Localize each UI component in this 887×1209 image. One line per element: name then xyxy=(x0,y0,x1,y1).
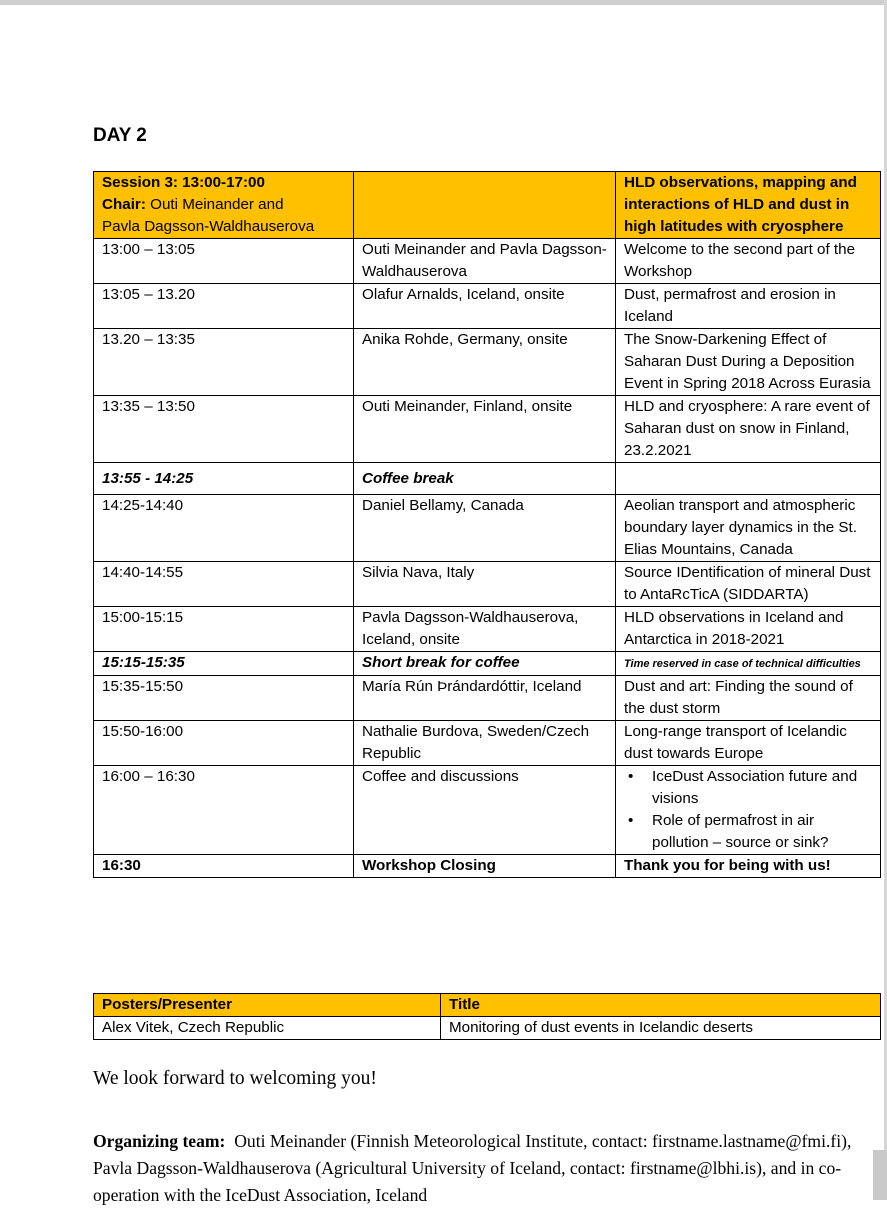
row-time: 13.20 – 13:35 xyxy=(94,329,354,396)
schedule-row xyxy=(94,766,881,855)
row-title: Dust, permafrost and erosion in Iceland xyxy=(616,284,881,329)
chair-label: Chair: xyxy=(102,196,146,213)
session-schedule-table xyxy=(93,171,881,878)
row-time: 14:40-14:55 xyxy=(94,562,354,607)
row-speaker: Anika Rohde, Germany, onsite xyxy=(354,329,616,396)
schedule-row xyxy=(94,562,881,607)
schedule-row xyxy=(94,284,881,329)
session-chair xyxy=(102,194,347,216)
list-item: • IceDust Association future and visions xyxy=(652,766,874,810)
row-speaker: María Rún Þrándardóttir, Iceland xyxy=(354,676,616,721)
session-info-cell xyxy=(94,172,354,239)
row-bullets xyxy=(616,766,881,855)
technical-note: Time reserved in case of technical difficulties xyxy=(624,658,861,670)
session-header-row xyxy=(94,172,881,239)
posters-table xyxy=(93,993,881,1040)
row-speaker: Coffee break xyxy=(354,463,616,495)
row-title: Thank you for being with us! xyxy=(616,855,881,878)
schedule-row xyxy=(94,495,881,562)
row-speaker: Pavla Dagsson-Waldhauserova, Iceland, onsite xyxy=(354,607,616,652)
row-speaker: Nathalie Burdova, Sweden/Czech Republic xyxy=(354,721,616,766)
row-speaker: Coffee and discussions xyxy=(354,766,616,855)
row-time: 15:15-15:35 xyxy=(94,652,354,676)
row-title: The Snow-Darkening Effect of Saharan Dust During a Deposition Event in Spring 2018 Across Eurasia xyxy=(616,329,881,396)
chair-names-line1: Outi Meinander and xyxy=(150,196,284,213)
row-time: 14:25-14:40 xyxy=(94,495,354,562)
poster-presenter: Alex Vitek, Czech Republic xyxy=(94,1017,441,1040)
row-time: 13:00 – 13:05 xyxy=(94,239,354,284)
list-item: • Role of permafrost in air pollution – source or sink? xyxy=(652,810,874,854)
session-header-empty xyxy=(354,172,616,239)
top-edge-bar xyxy=(0,0,887,5)
row-title: Long-range transport of Icelandic dust towards Europe xyxy=(616,721,881,766)
poster-title: Monitoring of dust events in Icelandic deserts xyxy=(441,1017,881,1040)
welcome-text: We look forward to welcoming you! xyxy=(93,1068,377,1089)
posters-header-row xyxy=(94,994,881,1017)
row-speaker: Outi Meinander, Finland, onsite xyxy=(354,396,616,463)
schedule-row-closing xyxy=(94,855,881,878)
posters-title-header: Title xyxy=(441,994,881,1017)
schedule-row xyxy=(94,396,881,463)
row-speaker: Workshop Closing xyxy=(354,855,616,878)
posters-presenter-header: Posters/Presenter xyxy=(94,994,441,1017)
day-title: DAY 2 xyxy=(93,125,147,146)
organizing-team xyxy=(93,1128,883,1209)
schedule-row xyxy=(94,607,881,652)
session-theme: HLD observations, mapping and interactions of HLD and dust in high latitudes with cryosphere xyxy=(616,172,881,239)
row-time: 13:05 – 13.20 xyxy=(94,284,354,329)
organizing-label: Organizing team: xyxy=(93,1131,226,1151)
row-time: 13:55 - 14:25 xyxy=(94,463,354,495)
schedule-row xyxy=(94,239,881,284)
row-title: HLD observations in Iceland and Antarctica in 2018-2021 xyxy=(616,607,881,652)
row-speaker: Short break for coffee xyxy=(354,652,616,676)
schedule-row xyxy=(94,329,881,396)
row-title xyxy=(616,463,881,495)
row-time: 15:00-15:15 xyxy=(94,607,354,652)
row-speaker: Olafur Arnalds, Iceland, onsite xyxy=(354,284,616,329)
row-time: 16:30 xyxy=(94,855,354,878)
table-row xyxy=(94,1017,881,1040)
row-speaker: Silvia Nava, Italy xyxy=(354,562,616,607)
row-title xyxy=(616,652,881,676)
row-title: Welcome to the second part of the Workshop xyxy=(616,239,881,284)
session-title: Session 3: 13:00-17:00 xyxy=(102,174,265,191)
row-title: Aeolian transport and atmospheric boundary layer dynamics in the St. Elias Mountains, Canada xyxy=(616,495,881,562)
row-title: Dust and art: Finding the sound of the dust storm xyxy=(616,676,881,721)
schedule-row xyxy=(94,676,881,721)
row-time: 15:35-15:50 xyxy=(94,676,354,721)
row-title: HLD and cryosphere: A rare event of Saharan dust on snow in Finland, 23.2.2021 xyxy=(616,396,881,463)
row-time: 15:50-16:00 xyxy=(94,721,354,766)
row-title: Source IDentification of mineral Dust to AntaRcTicA (SIDDARTA) xyxy=(616,562,881,607)
discussion-topics-list xyxy=(624,766,874,854)
row-speaker: Daniel Bellamy, Canada xyxy=(354,495,616,562)
row-speaker: Outi Meinander and Pavla Dagsson-Waldhauserova xyxy=(354,239,616,284)
row-time: 13:35 – 13:50 xyxy=(94,396,354,463)
schedule-row-break xyxy=(94,463,881,495)
chair-names-line2: Pavla Dagsson-Waldhauserova xyxy=(102,218,315,235)
row-time: 16:00 – 16:30 xyxy=(94,766,354,855)
schedule-row xyxy=(94,721,881,766)
schedule-row-break xyxy=(94,652,881,676)
organizing-text: Outi Meinander (Finnish Meteorological Institute, contact: firstname.lastname@fmi.fi), Pavla Dagsson-Waldhauserova (Agricultural University of Iceland, contact: firstname@lbhi.is), and in co-operation with the IceDust Association, Iceland xyxy=(93,1131,852,1205)
